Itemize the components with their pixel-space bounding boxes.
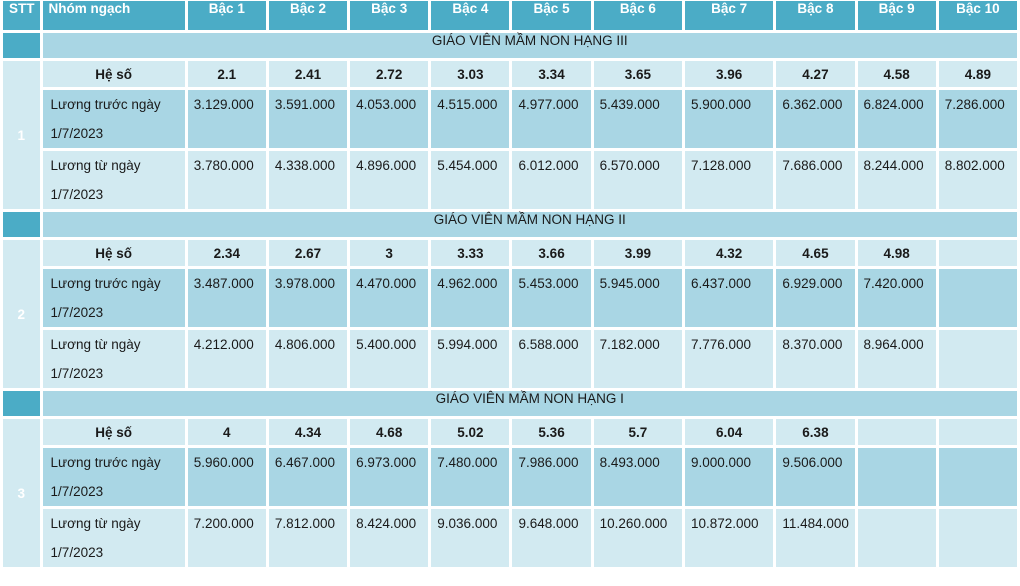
coef-cell: 4.58 [858, 61, 936, 87]
stt-number: 1 [3, 61, 40, 209]
coef-cell: 4.65 [776, 240, 854, 266]
salary-cell: 8.424.000 [350, 509, 428, 567]
salary-cell: 6.588.000 [512, 330, 590, 388]
salary-cell: 4.962.000 [431, 269, 509, 327]
salary-cell: 6.929.000 [776, 269, 854, 327]
coef-cell: 3.65 [594, 61, 682, 87]
salary-cell: 8.244.000 [858, 151, 936, 209]
salary-cell: 3.129.000 [188, 90, 266, 148]
group-title-row [3, 391, 1017, 416]
coef-label: Hệ số [43, 419, 185, 445]
salary-cell: 6.570.000 [594, 151, 682, 209]
coef-cell [939, 240, 1017, 266]
salary-cell: 5.900.000 [685, 90, 773, 148]
salary-before-label: Lương trước ngày 1/7/2023 [43, 90, 185, 148]
salary-cell: 6.824.000 [858, 90, 936, 148]
coef-row [3, 240, 1017, 266]
salary-before-label: Lương trước ngày 1/7/2023 [43, 269, 185, 327]
salary-cell: 8.964.000 [858, 330, 936, 388]
salary-cell: 7.812.000 [269, 509, 347, 567]
salary-cell [939, 330, 1017, 388]
salary-cell: 5.453.000 [512, 269, 590, 327]
coef-cell [939, 419, 1017, 445]
salary-cell: 4.977.000 [512, 90, 590, 148]
coef-cell: 4.89 [939, 61, 1017, 87]
salary-after-label: Lương từ ngày 1/7/2023 [43, 330, 185, 388]
header-level: Bậc 9 [858, 1, 936, 30]
salary-after-label: Lương từ ngày 1/7/2023 [43, 509, 185, 567]
group-title: GIÁO VIÊN MẦM NON HẠNG II [43, 212, 1017, 237]
coef-row [3, 419, 1017, 445]
coef-cell: 2.34 [188, 240, 266, 266]
group-title: GIÁO VIÊN MẦM NON HẠNG I [43, 391, 1017, 416]
salary-cell: 7.986.000 [512, 448, 590, 506]
salary-cell [939, 269, 1017, 327]
coef-row [3, 61, 1017, 87]
coef-cell: 3.99 [594, 240, 682, 266]
salary-before-label: Lương trước ngày 1/7/2023 [43, 448, 185, 506]
coef-cell: 6.04 [685, 419, 773, 445]
salary-cell: 5.945.000 [594, 269, 682, 327]
salary-cell: 6.362.000 [776, 90, 854, 148]
stt-gap [3, 391, 40, 416]
salary-cell: 5.994.000 [431, 330, 509, 388]
salary-cell: 9.506.000 [776, 448, 854, 506]
salary-cell: 7.182.000 [594, 330, 682, 388]
group-title: GIÁO VIÊN MẦM NON HẠNG III [43, 33, 1017, 58]
salary-cell [939, 448, 1017, 506]
salary-cell: 7.480.000 [431, 448, 509, 506]
salary-cell: 7.420.000 [858, 269, 936, 327]
salary-cell: 8.370.000 [776, 330, 854, 388]
salary-before-row [3, 90, 1017, 148]
header-row [3, 1, 1017, 30]
salary-cell: 7.286.000 [939, 90, 1017, 148]
header-level: Bậc 2 [269, 1, 347, 30]
salary-cell: 9.000.000 [685, 448, 773, 506]
salary-cell: 10.260.000 [594, 509, 682, 567]
salary-cell: 4.338.000 [269, 151, 347, 209]
coef-cell: 3.34 [512, 61, 590, 87]
salary-cell: 3.978.000 [269, 269, 347, 327]
salary-cell [939, 509, 1017, 567]
header-level: Bậc 1 [188, 1, 266, 30]
coef-label: Hệ số [43, 240, 185, 266]
salary-cell: 8.493.000 [594, 448, 682, 506]
coef-cell: 2.1 [188, 61, 266, 87]
coef-cell: 4.68 [350, 419, 428, 445]
salary-cell: 7.686.000 [776, 151, 854, 209]
header-level: Bậc 7 [685, 1, 773, 30]
salary-cell: 3.591.000 [269, 90, 347, 148]
stt-number: 2 [3, 240, 40, 388]
salary-cell: 4.470.000 [350, 269, 428, 327]
salary-after-row [3, 151, 1017, 209]
coef-cell: 3.33 [431, 240, 509, 266]
header-level: Bậc 8 [776, 1, 854, 30]
coef-cell: 2.41 [269, 61, 347, 87]
coef-cell: 2.72 [350, 61, 428, 87]
salary-cell: 6.467.000 [269, 448, 347, 506]
header-level: Bậc 5 [512, 1, 590, 30]
header-level: Bậc 4 [431, 1, 509, 30]
salary-cell: 4.515.000 [431, 90, 509, 148]
salary-cell: 4.806.000 [269, 330, 347, 388]
salary-cell: 5.454.000 [431, 151, 509, 209]
coef-cell: 4.98 [858, 240, 936, 266]
salary-cell: 4.212.000 [188, 330, 266, 388]
salary-after-row [3, 509, 1017, 567]
salary-cell: 5.960.000 [188, 448, 266, 506]
salary-cell: 3.487.000 [188, 269, 266, 327]
stt-number: 3 [3, 419, 40, 567]
header-level: Bậc 3 [350, 1, 428, 30]
salary-cell: 7.128.000 [685, 151, 773, 209]
header-stt: STT [3, 1, 40, 30]
coef-cell: 3.03 [431, 61, 509, 87]
salary-cell: 7.776.000 [685, 330, 773, 388]
salary-cell: 4.053.000 [350, 90, 428, 148]
salary-before-row [3, 269, 1017, 327]
group-title-row [3, 212, 1017, 237]
coef-cell: 4.32 [685, 240, 773, 266]
salary-cell: 9.036.000 [431, 509, 509, 567]
coef-cell: 4 [188, 419, 266, 445]
header-level: Bậc 10 [939, 1, 1017, 30]
salary-cell: 5.400.000 [350, 330, 428, 388]
coef-cell: 2.67 [269, 240, 347, 266]
salary-cell: 3.780.000 [188, 151, 266, 209]
coef-cell: 5.36 [512, 419, 590, 445]
coef-cell: 5.7 [594, 419, 682, 445]
coef-cell: 5.02 [431, 419, 509, 445]
salary-after-label: Lương từ ngày 1/7/2023 [43, 151, 185, 209]
coef-label: Hệ số [43, 61, 185, 87]
salary-cell: 11.484.000 [776, 509, 854, 567]
salary-before-row [3, 448, 1017, 506]
salary-cell: 6.437.000 [685, 269, 773, 327]
salary-cell: 6.012.000 [512, 151, 590, 209]
salary-cell: 9.648.000 [512, 509, 590, 567]
salary-cell [858, 448, 936, 506]
coef-cell: 3 [350, 240, 428, 266]
salary-cell: 4.896.000 [350, 151, 428, 209]
coef-cell: 4.27 [776, 61, 854, 87]
coef-cell: 3.96 [685, 61, 773, 87]
group-title-row [3, 33, 1017, 58]
salary-cell: 6.973.000 [350, 448, 428, 506]
stt-gap [3, 33, 40, 58]
coef-cell: 4.34 [269, 419, 347, 445]
coef-cell: 3.66 [512, 240, 590, 266]
stt-gap [3, 212, 40, 237]
salary-cell: 8.802.000 [939, 151, 1017, 209]
salary-cell: 7.200.000 [188, 509, 266, 567]
salary-cell [858, 509, 936, 567]
coef-cell [858, 419, 936, 445]
salary-cell: 5.439.000 [594, 90, 682, 148]
salary-after-row [3, 330, 1017, 388]
salary-cell: 10.872.000 [685, 509, 773, 567]
coef-cell: 6.38 [776, 419, 854, 445]
header-group: Nhóm ngạch [43, 1, 185, 30]
header-level: Bậc 6 [594, 1, 682, 30]
